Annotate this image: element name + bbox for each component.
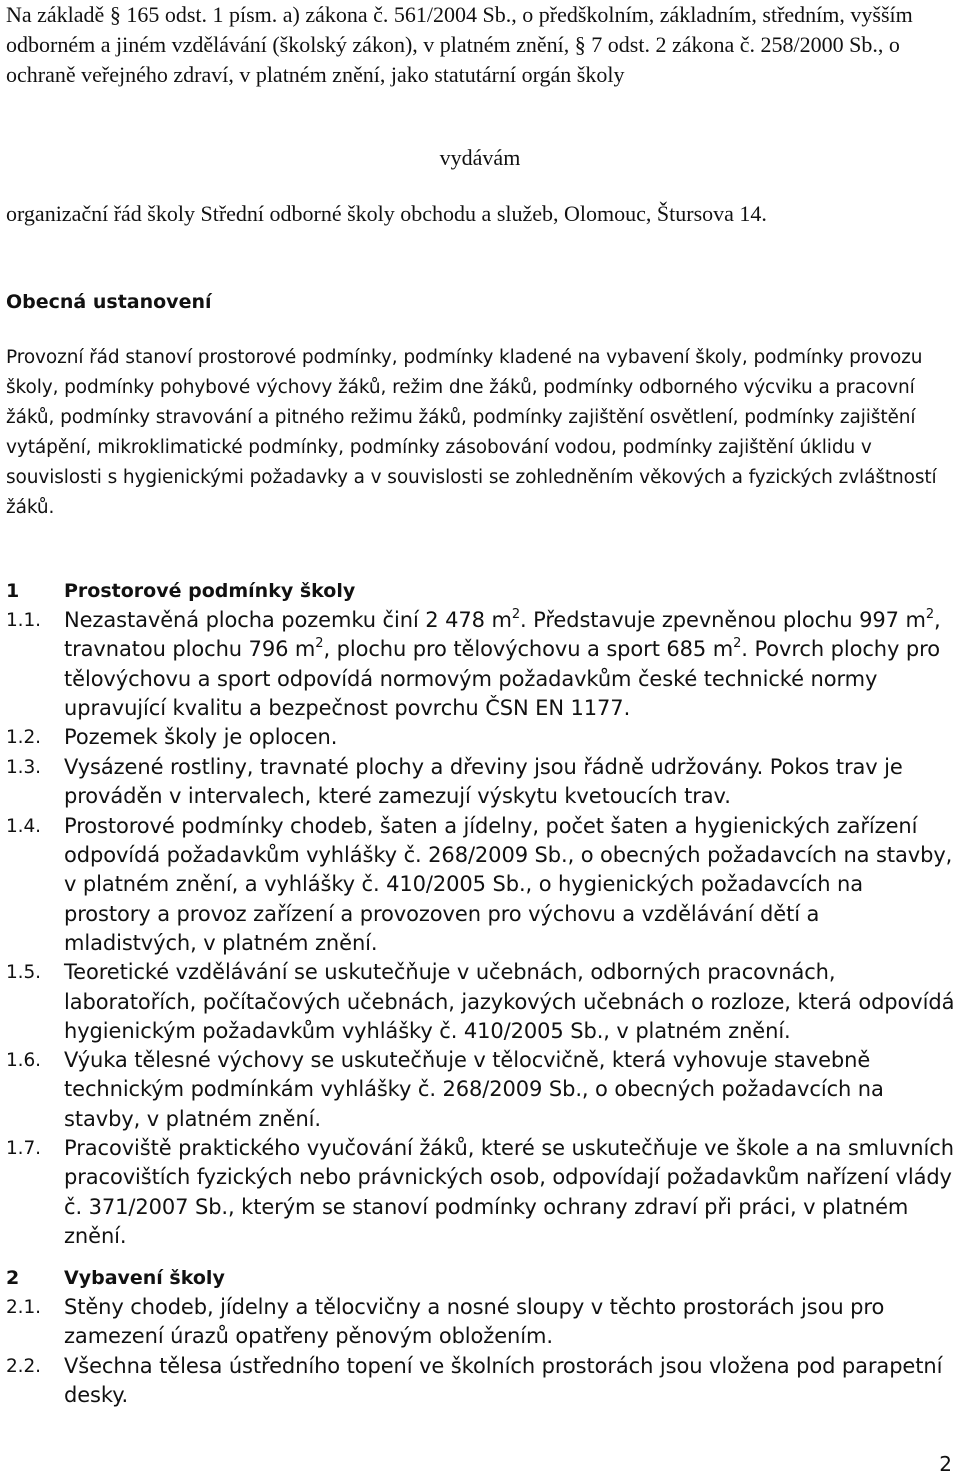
list-item: [6, 753, 956, 812]
item-number: 2.2.: [6, 1355, 41, 1377]
item-text: Pozemek školy je oplocen.: [64, 725, 338, 750]
item-number: 1.6.: [6, 1050, 41, 1072]
superscript: 2: [925, 607, 934, 622]
item-number: 1.5.: [6, 962, 41, 984]
section-number: 2: [6, 1267, 20, 1289]
superscript: 2: [733, 636, 742, 652]
item-number: 1.4.: [6, 815, 41, 837]
section-1: [6, 576, 956, 1251]
organization-line: organizační řád školy Střední odborné školy obchodu a služeb, Olomouc, Štursova 14.: [6, 201, 767, 226]
item-text: Všechna tělesa ústředního topení ve školních prostorách jsou vložena pod parapetní desky.: [64, 1353, 943, 1407]
item-number: 1.1.: [6, 610, 41, 631]
section-1-heading: [6, 576, 956, 606]
item-number: 1.7.: [6, 1138, 41, 1160]
item-number: 2.1.: [6, 1297, 41, 1318]
issue-word: vydávám: [439, 145, 521, 170]
superscript: 2: [511, 607, 520, 622]
list-item: [6, 606, 956, 723]
list-item: [6, 1046, 956, 1134]
list-item: [6, 1352, 956, 1411]
item-number: 1.3.: [6, 757, 41, 779]
page-number: 2: [939, 1452, 952, 1476]
item-text: Výuka tělesné výchovy se uskutečňuje v tělocvičně, která vyhovuje stavebně technickým podmínkám vyhlášky č. 268/2009 Sb., o obecných požadavcích na stavby, v platném znění.: [64, 1048, 884, 1131]
item-text: Vysázené rostliny, travnaté plochy a dřeviny jsou řádně udržovány. Pokos trav je prováděn v intervalech, které zamezují výskytu kvetoucích trav.: [64, 755, 903, 809]
section-number: 1: [6, 580, 20, 602]
list-item: [6, 958, 956, 1046]
item-text: Nezastavěná plocha pozemku činí 2 478 $m^2$. Představuje zpevněnou plochu 997 $m^2$, travnatou plochu 796 $m^2$, plochu pro tělovýchovu a sport 685 $m^2$. Povrch plochy pro tělovýchovu a sport odpovídá normovým požadavkům české technické normy upravující kvalitu a bezpečnost povrchu ČSN EN 1177.: [64, 607, 941, 720]
list-item: [6, 723, 956, 753]
general-paragraph: Provozní řád stanoví prostorové podmínky, podmínky kladené na vybavení školy, podmínky provozu školy, podmínky pohybové výchovy žáků, režim dne žáků, podmínky odborného výcviku a pracovní žáků, podmínky stravování a pitného režimu žáků, podmínky zajištění osvětlení, podmínky zajištění vytápění, mikroklimatické podmínky, podmínky zásobování vodou, podmínky zajištění úklidu v souvislosti s hygienickými požadavky a v souvislosti se zohledněním věkových a fyzických zvláštností žáků.: [6, 347, 937, 518]
item-text: Stěny chodeb, jídelny a tělocvičny a nosné sloupy v těchto prostorách jsou pro zamezení úrazů opatřeny pěnovým obložením.: [64, 1295, 885, 1349]
section-2: [6, 1263, 956, 1410]
item-text: Pracoviště praktického vyučování žáků, které se uskutečňuje ve škole a na smluvních pracovištích fyzických nebo právnických osob, odpovídají požadavkům nařízení vlády č. 371/2007 Sb., kterým se stanoví podmínky ochrany zdraví při práci, v platném znění.: [64, 1136, 954, 1248]
section-title: Vybavení školy: [64, 1267, 225, 1289]
intro-paragraph: Na základě § 165 odst. 1 písm. a) zákona č. 561/2004 Sb., o předškolním, základním, středním, vyšším odborném a jiném vzdělávání (školský zákon), v platném znění, § 7 odst. 2 zákona č. 258/2000 Sb., o ochraně veřejného zdraví, v platném znění, jako statutární orgán školy: [6, 2, 913, 87]
general-heading: Obecná ustanovení: [6, 291, 212, 313]
item-text: Teoretické vzdělávání se uskutečňuje v učebnách, odborných pracovnách, laboratořích, počítačových učebnách, jazykových učebnách o rozloze, která odpovídá hygienickým požadavkům vyhlášky č. 410/2005 Sb., v platném znění.: [64, 960, 955, 1043]
list-item: [6, 1134, 956, 1251]
superscript: 2: [315, 636, 324, 652]
section-title: Prostorové podmínky školy: [64, 580, 356, 602]
item-number: 1.2.: [6, 727, 41, 749]
list-item: [6, 812, 956, 958]
section-2-heading: [6, 1263, 956, 1293]
list-item: [6, 1293, 956, 1352]
item-text: Prostorové podmínky chodeb, šaten a jídelny, počet šaten a hygienických zařízení odpovídá požadavkům vyhlášky č. 268/2009 Sb., o obecných požadavcích na stavby, v platném znění, a vyhlášky č. 410/2005 Sb., o hygienických požadavcích na prostory a provoz zařízení a provozoven pro výchovu a vzdělávání dětí a mladistvých, v platném znění.: [64, 813, 953, 955]
